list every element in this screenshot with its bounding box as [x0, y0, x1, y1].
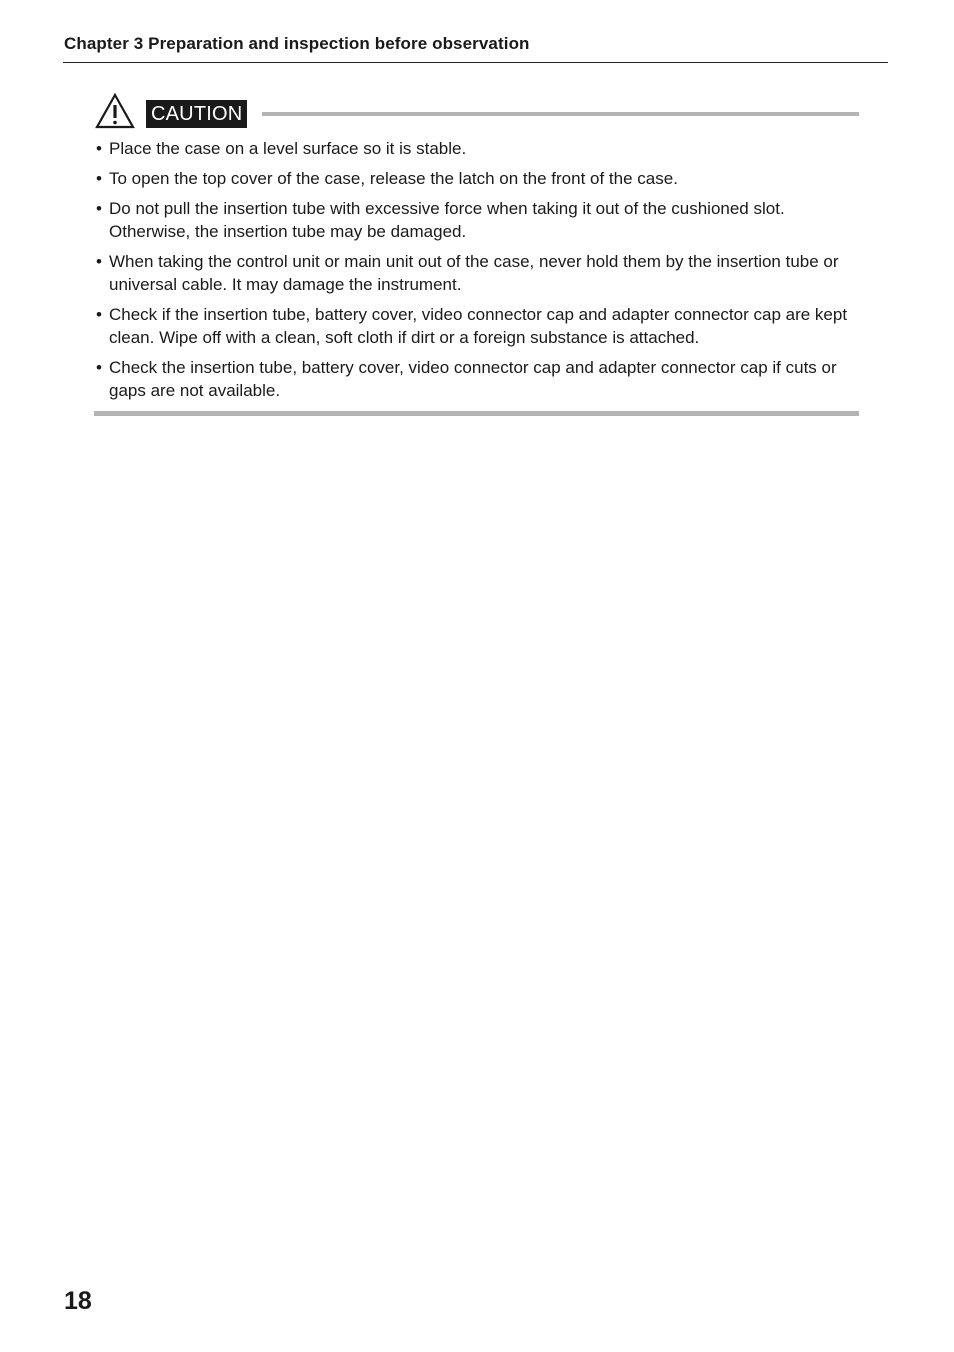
bullet: •	[96, 305, 102, 324]
page-header-title: Chapter 3 Preparation and inspection before observation	[64, 34, 530, 53]
list-item	[96, 167, 860, 190]
bullet: •	[96, 199, 102, 218]
caution-top-rule	[262, 112, 859, 116]
caution-bottom-rule	[94, 411, 859, 416]
page-number: 18	[64, 1287, 92, 1315]
list-item-text: Check if the insertion tube, battery cover, video connector cap and adapter connector cap are kept clean. Wipe off with a clean, soft cloth if dirt or a foreign substance is attached.	[109, 305, 848, 347]
list-item-text: Do not pull the insertion tube with excessive force when taking it out of the cushioned slot. Otherwise, the insertion tube may be damaged.	[109, 199, 785, 241]
header-divider	[63, 62, 888, 63]
list-item	[96, 250, 860, 296]
caution-list	[96, 137, 860, 409]
bullet: •	[96, 358, 102, 377]
list-item-text: Place the case on a level surface so it is stable.	[109, 139, 467, 158]
warning-triangle-icon	[95, 93, 135, 129]
list-item-text: To open the top cover of the case, release the latch on the front of the case.	[109, 169, 678, 188]
bullet: •	[96, 169, 102, 188]
list-item	[96, 356, 860, 402]
caution-label: CAUTION	[146, 100, 247, 128]
list-item-text: When taking the control unit or main unit out of the case, never hold them by the insertion tube or universal cable. It may damage the instrument.	[109, 252, 839, 294]
list-item	[96, 303, 860, 349]
bullet: •	[96, 252, 102, 271]
list-item	[96, 137, 860, 160]
bullet: •	[96, 139, 102, 158]
list-item	[96, 197, 860, 243]
list-item-text: Check the insertion tube, battery cover, video connector cap and adapter connector cap if cuts or gaps are not available.	[109, 358, 837, 400]
